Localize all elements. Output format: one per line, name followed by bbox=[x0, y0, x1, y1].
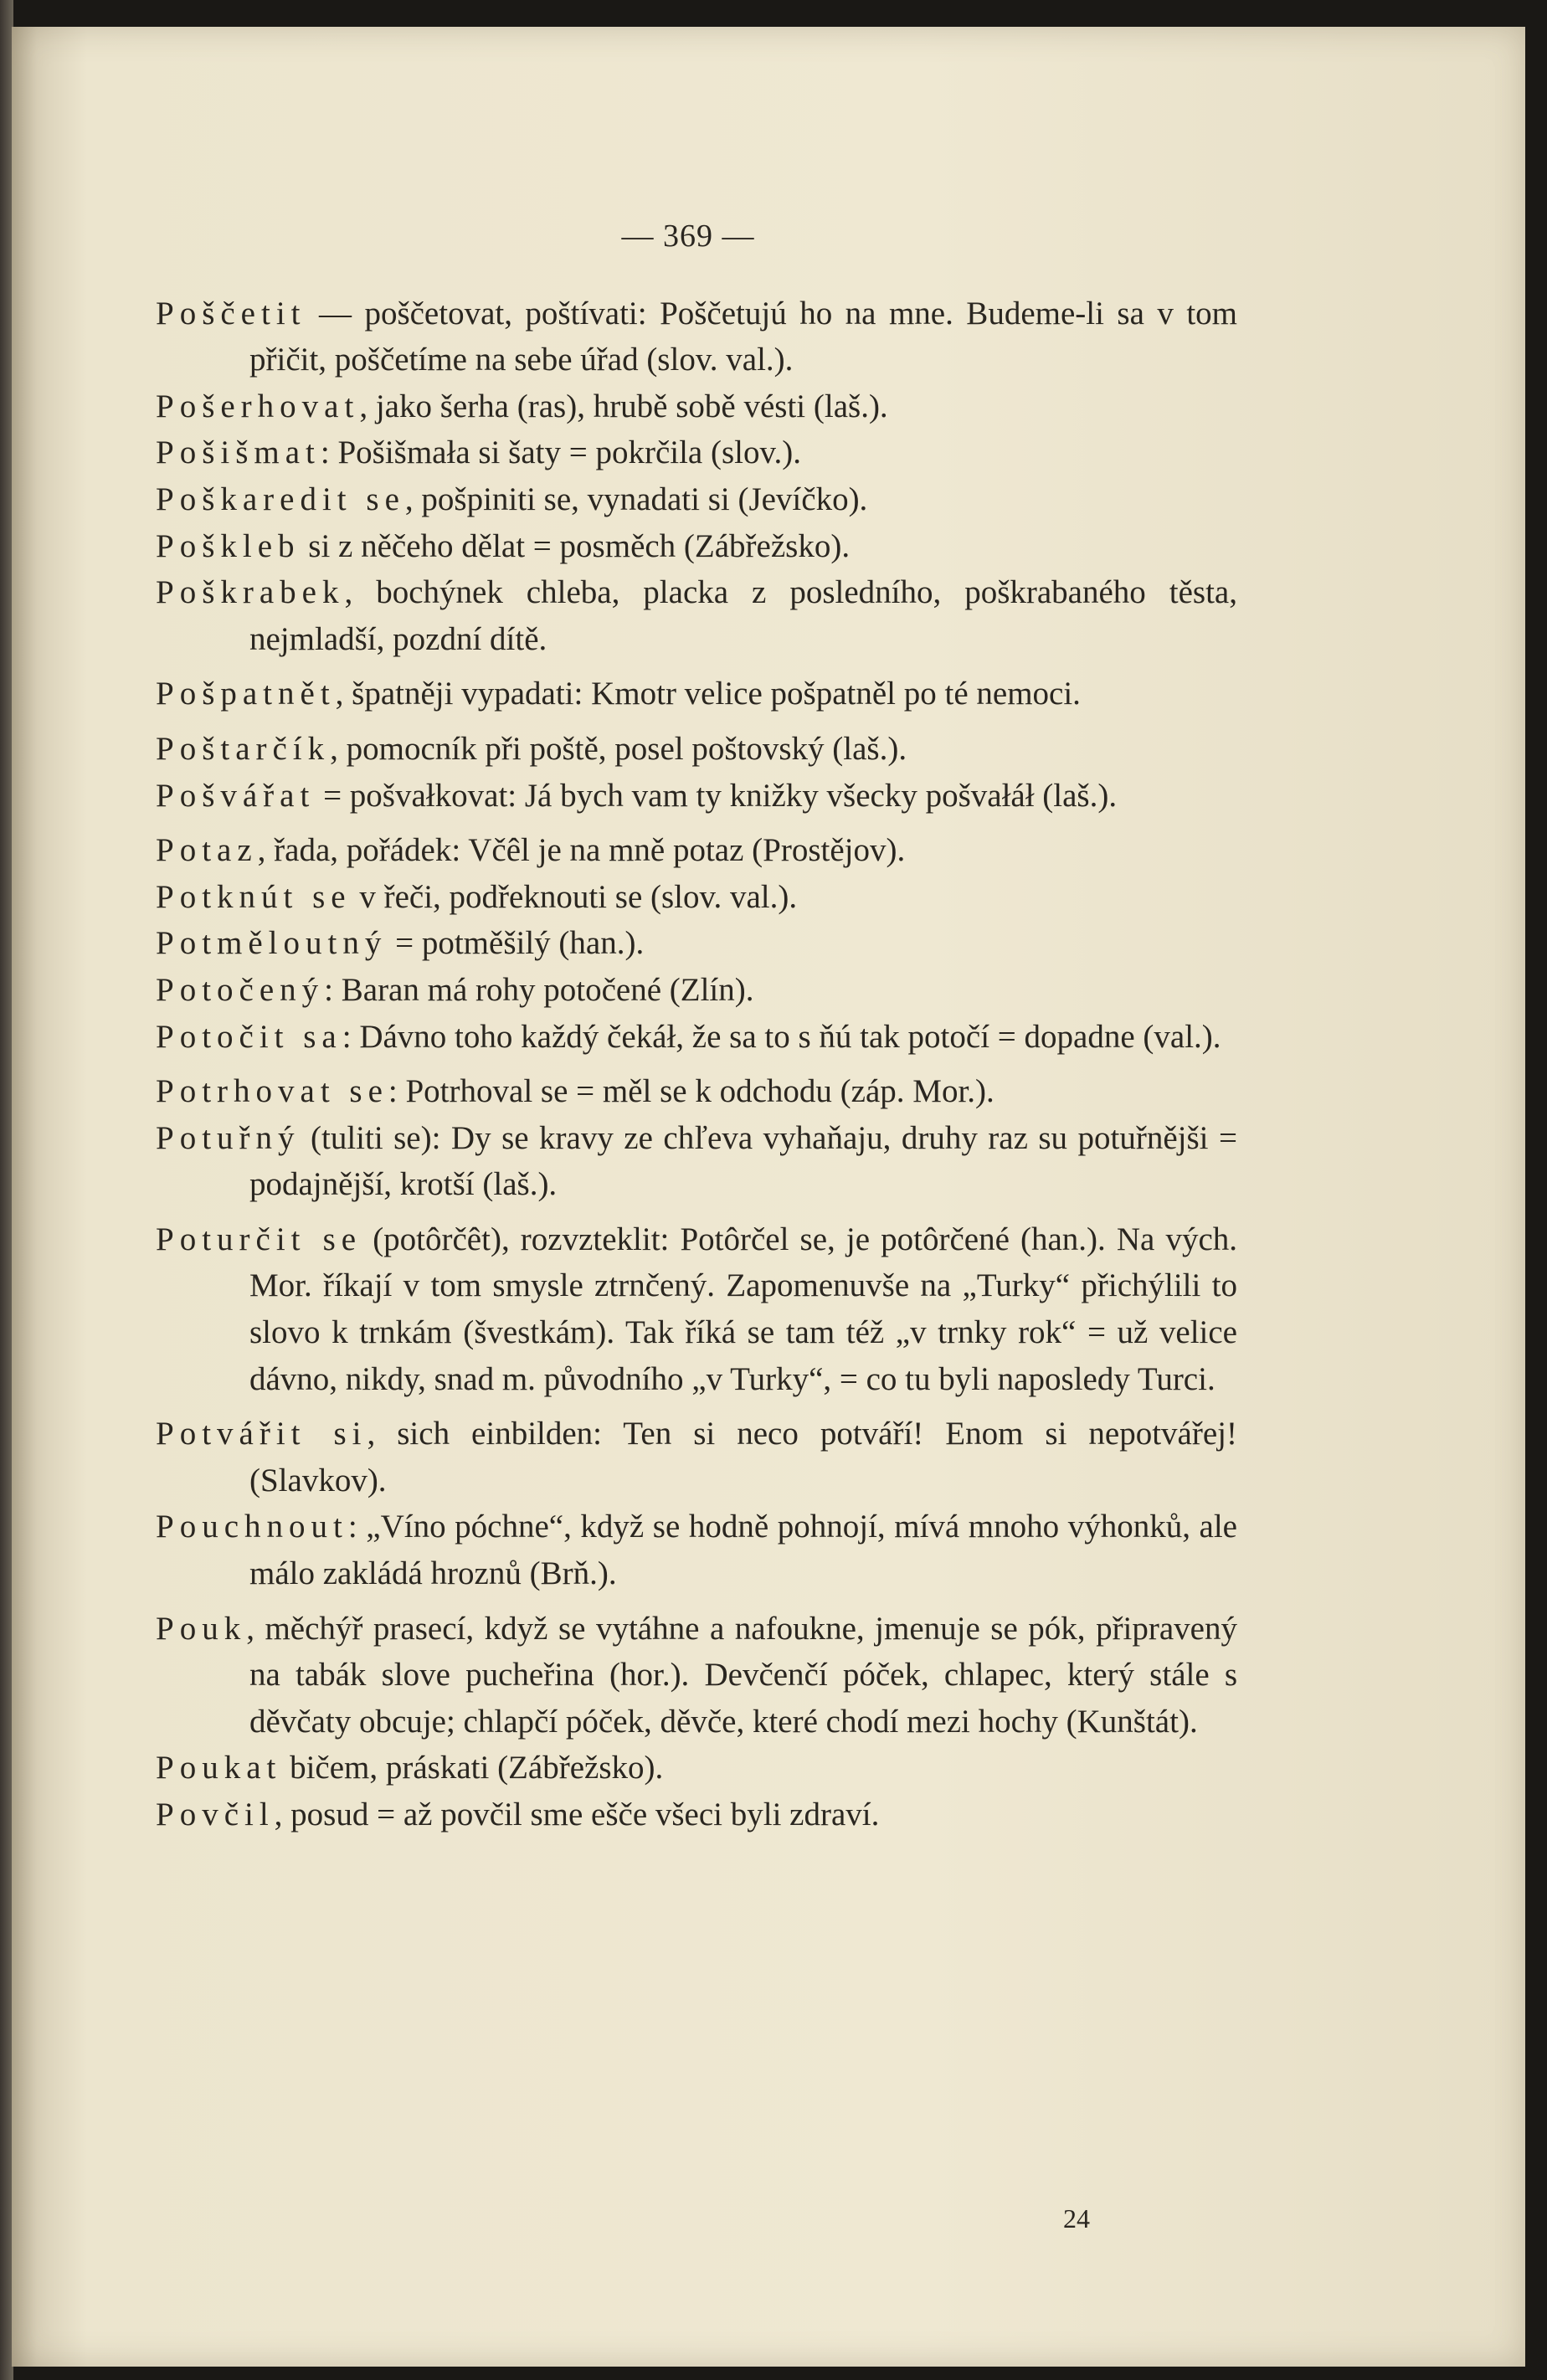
definition: , pošpiniti se, vynadati si (Jevíčko). bbox=[404, 481, 868, 517]
headword: Potočený bbox=[156, 971, 325, 1008]
entry-potocit bbox=[156, 1014, 1237, 1061]
entry-pospatnet bbox=[156, 671, 1237, 717]
headword: Pouchnout bbox=[156, 1509, 348, 1545]
headword: Potuřný bbox=[156, 1119, 301, 1156]
entry-posvarat bbox=[156, 773, 1237, 820]
page-number: — 369 — bbox=[621, 218, 755, 254]
headword: Poščetit bbox=[156, 295, 306, 332]
entry-poskleb bbox=[156, 523, 1237, 570]
headword: Pošpatnět bbox=[156, 676, 336, 712]
definition: , pomocník při poště, posel poštovský (laš.). bbox=[330, 730, 907, 767]
definition: = potměšilý (han.). bbox=[387, 925, 645, 962]
entry-poskaredit bbox=[156, 476, 1237, 523]
entry-potmeloutny bbox=[156, 920, 1237, 967]
headword: Pošvářat bbox=[156, 777, 316, 814]
definition: (potôrčêt), rozvzteklit: Potôrčel se, je potôrčené (han.). Na vých. Mor. říkají v tom smysle ztrnčený. Zapomenuvše na „Turky“ přichýlili to slovo k trnkám (švestkám). Tak říká se tam též „v trnky rok“ = už velice dávno, nikdy, snad m. původního „v Turky“, = co tu byli naposledy Turci. bbox=[249, 1221, 1238, 1397]
headword: Potknút se bbox=[156, 878, 352, 915]
definition: , jako šerha (ras), hrubě sobě vésti (laš.). bbox=[359, 388, 888, 424]
definition: , řada, pořádek: Včêl je na mně potaz (Prostějov). bbox=[257, 832, 906, 869]
headword: Pouk bbox=[156, 1610, 247, 1647]
definition: , měchýř prasecí, když se vytáhne a nafoukne, jmenuje se pók, připravený na tabák slove pucheřina (hor.). Devčenčí póček, chlapec, který stále s děvčaty obcuje; chlapčí póček, děvče, které chodí mezi hochy (Kunštát). bbox=[246, 1610, 1237, 1740]
definition: , sich einbilden: Ten si neco potváří! Enom si nepotvářej! (Slavkov). bbox=[249, 1416, 1237, 1498]
headword: Potměloutný bbox=[156, 925, 388, 962]
headword: Poštarčík bbox=[156, 730, 331, 767]
entry-potvarit bbox=[156, 1411, 1237, 1504]
text-block bbox=[156, 213, 1237, 1838]
headword: Povčil bbox=[156, 1797, 275, 1833]
headword: Potočit sa bbox=[156, 1018, 342, 1055]
entry-pouk bbox=[156, 1606, 1237, 1745]
definition: : „Víno póchne“, když se hodně pohnojí, mívá mnoho výhonků, ale málo zakládá hroznů (Brň.). bbox=[249, 1509, 1237, 1592]
headword: Potaz bbox=[156, 832, 258, 869]
definition: , posud = až povčil sme ešče všeci byli zdraví. bbox=[274, 1797, 880, 1833]
signature-mark: 24 bbox=[1063, 2203, 1090, 2233]
entry-poturny bbox=[156, 1115, 1237, 1208]
entry-postarcik bbox=[156, 726, 1237, 773]
definition: si z něčeho dělat = posměch (Zábřežsko). bbox=[300, 527, 851, 564]
definition: : Pošišmała si šaty = pokrčila (slov.). bbox=[320, 434, 801, 471]
definition: : Potrhoval se = měl se k odchodu (záp. Mor.). bbox=[388, 1073, 994, 1110]
headword: Potvářit si bbox=[156, 1416, 367, 1452]
headword: Poškaredit se bbox=[156, 481, 405, 517]
entry-poturcit bbox=[156, 1216, 1237, 1402]
entry-posismat bbox=[156, 429, 1237, 476]
entry-poscetit bbox=[156, 290, 1237, 383]
definition: bičem, práskati (Zábřežsko). bbox=[281, 1750, 664, 1786]
entry-poukat bbox=[156, 1745, 1237, 1791]
entry-potaz bbox=[156, 827, 1237, 874]
definition: : Dávno toho každý čekáł, že sa to s ňú tak potočí = dopadne (val.). bbox=[342, 1018, 1221, 1055]
definition: : Baran má rohy potočené (Zlín). bbox=[324, 971, 754, 1008]
entry-potrhovat bbox=[156, 1068, 1237, 1115]
entry-poserhovat bbox=[156, 383, 1237, 430]
definition: (tuliti se): Dy se kravy ze chľeva vyhaňaju, druhy raz su potuřnějši = podajnější, krotší (laš.). bbox=[249, 1119, 1237, 1203]
definition: , bochýnek chleba, placka z posledního, poškrabaného těsta, nejmladší, pozdní dítě. bbox=[249, 574, 1237, 657]
headword: Potrhovat se bbox=[156, 1073, 388, 1110]
entry-pouchnout bbox=[156, 1504, 1237, 1596]
headword: Pošišmat bbox=[156, 434, 321, 471]
headword: Poukat bbox=[156, 1750, 282, 1786]
definition: = pošvałkovat: Já bych vam ty knižky všecky pošvałáł (laš.). bbox=[315, 777, 1118, 814]
entry-poskrabek bbox=[156, 569, 1237, 662]
entry-potknut bbox=[156, 874, 1237, 921]
definition: , špatněji vypadati: Kmotr velice pošpatněl po té nemoci. bbox=[335, 676, 1081, 712]
entry-povcil bbox=[156, 1791, 1237, 1838]
definition: v řeči, podřeknouti se (slov. val.). bbox=[351, 878, 798, 915]
headword: Poškrabek bbox=[156, 574, 345, 611]
headword: Poturčit se bbox=[156, 1221, 362, 1257]
headword: Pošerhovat bbox=[156, 388, 360, 424]
entry-potoceny bbox=[156, 967, 1237, 1014]
headword: Poškleb bbox=[156, 527, 301, 564]
definition: — poščetovat, poštívati: Poščetujú ho na mne. Budeme-li sa v tom přičit, poščetíme na sebe úřad (slov. val.). bbox=[249, 295, 1237, 378]
